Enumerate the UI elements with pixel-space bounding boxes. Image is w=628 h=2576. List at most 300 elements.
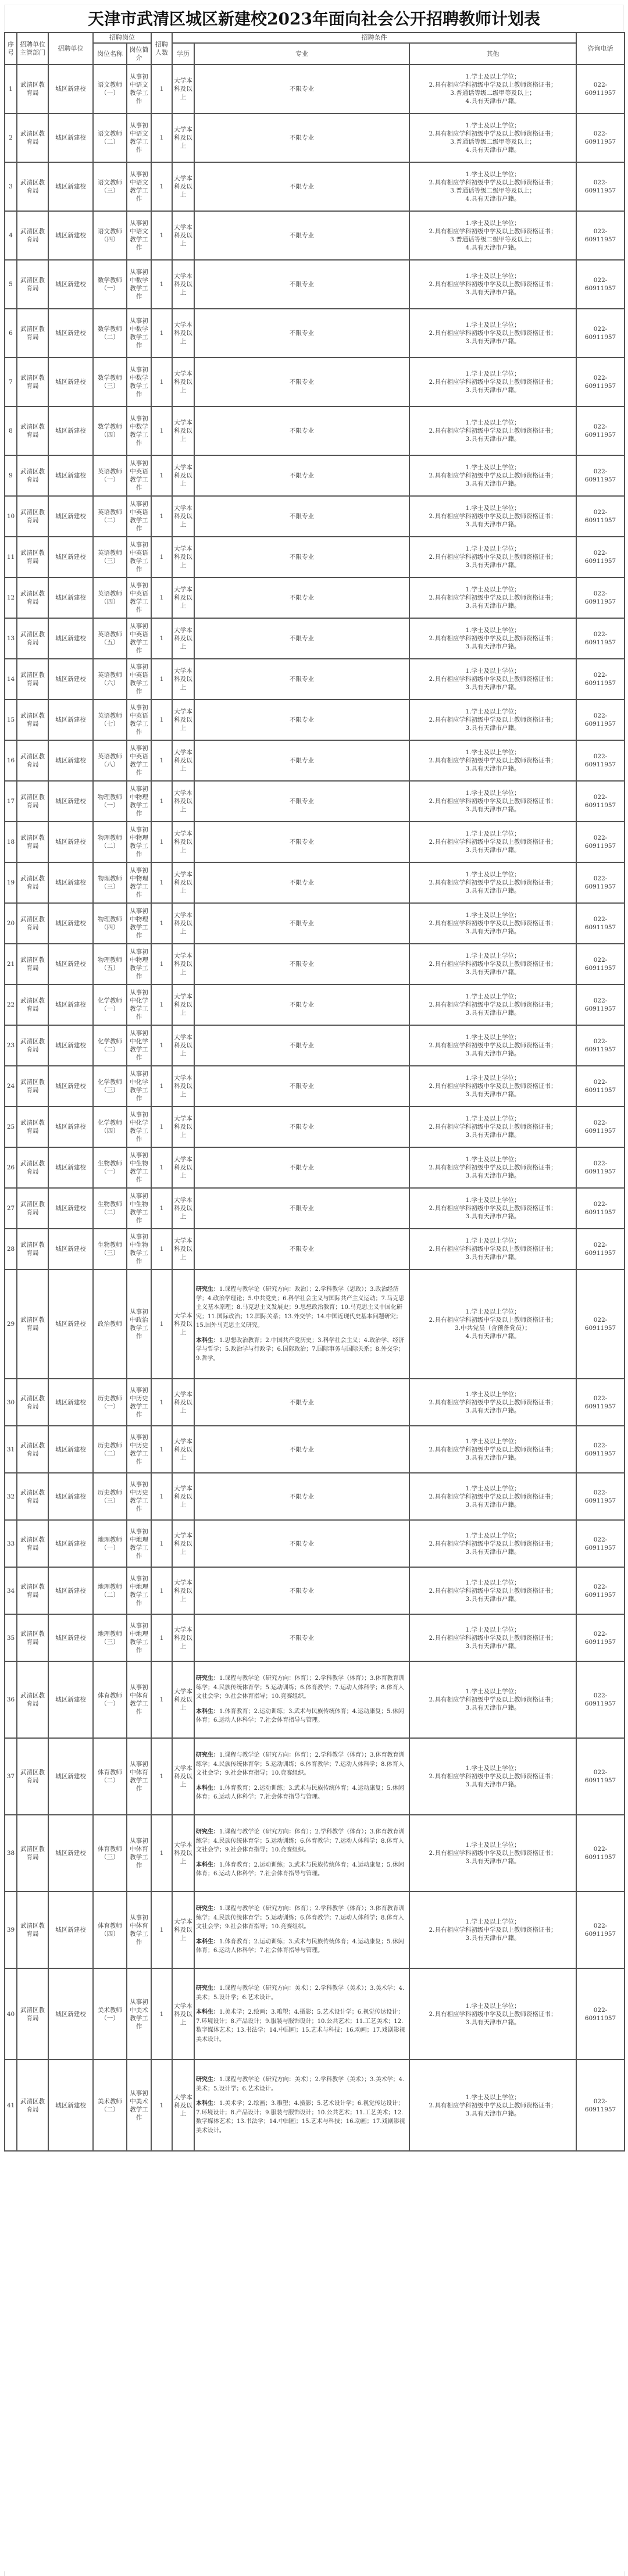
table-row <box>5 781 625 822</box>
row-seq: 5 <box>5 260 17 309</box>
requirement-line: 3.具有天津市户籍。 <box>465 436 520 443</box>
major-graduate-list: 1.课程与教学论（研究方向：政治）；2.学科教学（思政）；3.政治经济学；4.政治学理论；5.中共党史；6.科学社会主义与国际共产主义运动；7.马克思主义基本原理；8.马克思主义发展史；9.思想政治教育；10.马克思主义中国化研究；11.国际政治；12.国际关系；13.外交学；14.中国近现代史基本问题研究；15.国外马克思主义研究。 <box>196 1286 405 1329</box>
table-row <box>5 1066 625 1107</box>
row-other <box>409 260 576 309</box>
row-edu: 大学本科及以上 <box>172 1426 194 1473</box>
requirement-line: 2.具有相应学科初级中学及以上教师资格证书； <box>429 472 557 479</box>
table-row <box>5 1147 625 1188</box>
row-other <box>409 113 576 162</box>
row-seq: 11 <box>5 537 17 577</box>
requirement-line: 2.具有相应学科初级中学及以上教师资格证书； <box>429 1634 557 1642</box>
row-seq: 2 <box>5 113 17 162</box>
requirement-line: 3.具有天津市户籍。 <box>465 2110 520 2117</box>
row-major: 不限专业 <box>194 1567 409 1614</box>
table-row <box>5 1229 625 1269</box>
row-phone: 022-60911957 <box>576 65 625 113</box>
spacer <box>196 1701 408 1707</box>
row-edu: 大学本科及以上 <box>172 740 194 781</box>
requirement-line: 3.具有天津市户籍。 <box>465 969 520 976</box>
row-post-desc: 从事初中数学教学工作 <box>127 406 151 455</box>
row-post-desc: 从事初中数学教学工作 <box>127 309 151 358</box>
major-undergraduate-list: 1.体育教育；2.运动训练；3.武术与民族传统体育；4.运动康复；5.休闲体育；6.运动人体科学；7.社会体育指导与管理。 <box>196 1861 404 1878</box>
table-row <box>5 1107 625 1147</box>
requirement-line: 3.中共党员（含预备党员）； <box>455 1325 531 1332</box>
row-post-name: 语文教师（一） <box>93 65 127 113</box>
row-count: 1 <box>151 2060 172 2151</box>
row-edu: 大学本科及以上 <box>172 944 194 984</box>
row-seq: 18 <box>5 822 17 862</box>
row-count: 1 <box>151 1147 172 1188</box>
row-unit: 城区新建校 <box>48 618 93 659</box>
requirement-line: 1.学士及以上学位； <box>465 1308 520 1315</box>
row-unit: 城区新建校 <box>48 1107 93 1147</box>
requirement-line: 4.具有天津市户籍。 <box>465 147 520 154</box>
row-major: 不限专业 <box>194 740 409 781</box>
row-edu: 大学本科及以上 <box>172 1025 194 1066</box>
major-undergraduate-list: 1.美术学；2.绘画；3.雕塑；4.摄影；5.艺术设计学；6.视觉传达设计；7.环境设计；8.产品设计；9.服装与服饰设计；10.公共艺术；11.工艺美术；12.数字媒体艺术；13.书法学；14.中国画；15.艺术与科技；16.动画；17.戏剧影视美术设计。 <box>196 2100 405 2134</box>
row-post-name: 生物教师（一） <box>93 1147 127 1188</box>
table-row <box>5 1426 625 1473</box>
row-phone: 022-60911957 <box>576 2060 625 2151</box>
row-phone: 022-60911957 <box>576 537 625 577</box>
major-undergraduate-list: 1.体育教育；2.运动训练；3.武术与民族传统体育；4.运动康复；5.休闲体育；6.运动人体科学；7.社会体育指导与管理。 <box>196 1708 404 1724</box>
row-count: 1 <box>151 1188 172 1229</box>
row-seq: 33 <box>5 1520 17 1567</box>
page-title: 天津市武清区城区新建校2023年面向社会公开招聘教师计划表 <box>4 5 624 32</box>
row-count: 1 <box>151 1473 172 1520</box>
requirement-line: 1.学士及以上学位； <box>465 586 520 593</box>
row-unit: 城区新建校 <box>48 1426 93 1473</box>
row-unit: 城区新建校 <box>48 1892 93 1968</box>
row-unit: 城区新建校 <box>48 2060 93 2151</box>
row-other <box>409 162 576 211</box>
row-dept: 武清区教育局 <box>17 113 48 162</box>
header-edu: 学历 <box>172 43 194 65</box>
row-other <box>409 1188 576 1229</box>
major-undergraduate <box>196 2099 408 2135</box>
row-major: 不限专业 <box>194 1473 409 1520</box>
table-row <box>5 1188 625 1229</box>
row-seq: 32 <box>5 1473 17 1520</box>
major-undergraduate-label: 本科生： <box>196 1708 219 1715</box>
requirement-line: 1.学士及以上学位； <box>465 419 520 426</box>
major-graduate <box>196 1904 408 1932</box>
row-post-desc: 从事初中地理教学工作 <box>127 1614 151 1661</box>
requirement-line: 1.学士及以上学位； <box>465 830 520 837</box>
row-phone: 022-60911957 <box>576 1025 625 1066</box>
row-phone: 022-60911957 <box>576 1426 625 1473</box>
major-undergraduate-list: 1.美术学；2.绘画；3.雕塑；4.摄影；5.艺术设计学；6.视觉传达设计；7.环境设计；8.产品设计；9.服装与服饰设计；10.公共艺术；11.工艺美术；12.数字媒体艺术；13.书法学；14.中国画；15.艺术与科技；16.动画；17.戏剧影视美术设计。 <box>196 2009 405 2043</box>
table-row <box>5 113 625 162</box>
requirement-line: 1.学士及以上学位； <box>465 1237 520 1244</box>
requirement-line: 2.具有相应学科初级中学及以上教师资格证书； <box>429 1164 557 1171</box>
row-major: 不限专业 <box>194 577 409 618</box>
requirement-line: 3.普通话等级二级甲等及以上； <box>450 236 536 243</box>
row-post-desc: 从事初中体育教学工作 <box>127 1815 151 1892</box>
row-seq: 23 <box>5 1025 17 1066</box>
row-major: 不限专业 <box>194 1147 409 1188</box>
row-post-name: 英语教师（七） <box>93 700 127 740</box>
table-row <box>5 406 625 455</box>
row-seq: 12 <box>5 577 17 618</box>
header-phone: 咨询电话 <box>576 33 625 65</box>
row-count: 1 <box>151 1614 172 1661</box>
table-row <box>5 577 625 618</box>
row-phone: 022-60911957 <box>576 1968 625 2060</box>
row-seq: 14 <box>5 659 17 700</box>
major-graduate-label: 研究生： <box>196 1906 219 1913</box>
row-phone: 022-60911957 <box>576 577 625 618</box>
row-post-desc: 从事初中英语教学工作 <box>127 577 151 618</box>
requirement-line: 3.具有天津市户籍。 <box>465 1454 520 1461</box>
row-post-name: 美术教师（二） <box>93 2060 127 2151</box>
row-count: 1 <box>151 781 172 822</box>
row-unit: 城区新建校 <box>48 1269 93 1379</box>
row-unit: 城区新建校 <box>48 1567 93 1614</box>
row-dept: 武清区教育局 <box>17 1426 48 1473</box>
row-seq: 28 <box>5 1229 17 1269</box>
requirement-line: 3.具有天津市户籍。 <box>465 1254 520 1261</box>
requirement-line: 1.学士及以上学位； <box>465 73 520 80</box>
row-seq: 7 <box>5 358 17 406</box>
row-other <box>409 455 576 496</box>
major-undergraduate-label: 本科生： <box>196 1938 219 1945</box>
table-row <box>5 618 625 659</box>
row-seq: 9 <box>5 455 17 496</box>
row-edu: 大学本科及以上 <box>172 1269 194 1379</box>
row-edu: 大学本科及以上 <box>172 822 194 862</box>
row-other <box>409 1229 576 1269</box>
row-unit: 城区新建校 <box>48 1473 93 1520</box>
row-phone: 022-60911957 <box>576 740 625 781</box>
row-post-desc: 从事初中地理教学工作 <box>127 1520 151 1567</box>
row-dept: 武清区教育局 <box>17 1473 48 1520</box>
row-count: 1 <box>151 260 172 309</box>
header-conditions-group: 招聘条件 <box>172 33 576 43</box>
row-seq: 22 <box>5 984 17 1025</box>
requirement-line: 1.学士及以上学位； <box>465 993 520 1000</box>
row-post-desc: 从事初中美术教学工作 <box>127 1968 151 2060</box>
recruitment-plan-table <box>4 32 625 2152</box>
row-count: 1 <box>151 822 172 862</box>
row-dept: 武清区教育局 <box>17 903 48 944</box>
row-seq: 13 <box>5 618 17 659</box>
row-edu: 大学本科及以上 <box>172 1738 194 1815</box>
row-count: 1 <box>151 1661 172 1738</box>
requirement-line: 1.学士及以上学位； <box>465 668 520 675</box>
row-other <box>409 1614 576 1661</box>
row-phone: 022-60911957 <box>576 862 625 903</box>
row-count: 1 <box>151 1379 172 1426</box>
row-edu: 大学本科及以上 <box>172 65 194 113</box>
requirement-line: 1.学士及以上学位； <box>465 505 520 512</box>
row-post-name: 英语教师（六） <box>93 659 127 700</box>
row-unit: 城区新建校 <box>48 65 93 113</box>
row-count: 1 <box>151 1738 172 1815</box>
row-post-name: 体育教师（四） <box>93 1892 127 1968</box>
row-major <box>194 1661 409 1738</box>
row-major <box>194 1892 409 1968</box>
major-undergraduate <box>196 1938 408 1956</box>
row-edu: 大学本科及以上 <box>172 113 194 162</box>
row-seq: 16 <box>5 740 17 781</box>
row-post-name: 政治教师 <box>93 1269 127 1379</box>
row-dept: 武清区教育局 <box>17 659 48 700</box>
row-other <box>409 862 576 903</box>
row-post-name: 数学教师（二） <box>93 309 127 358</box>
requirement-line: 2.具有相应学科初级中学及以上教师资格证书； <box>429 330 557 337</box>
requirement-line: 2.具有相应学科初级中学及以上教师资格证书； <box>429 427 557 434</box>
row-edu: 大学本科及以上 <box>172 577 194 618</box>
row-post-desc: 从事初中历史教学工作 <box>127 1379 151 1426</box>
header-post-group: 招聘岗位 <box>93 33 151 43</box>
row-dept: 武清区教育局 <box>17 358 48 406</box>
row-post-name: 地理教师（二） <box>93 1567 127 1614</box>
row-count: 1 <box>151 309 172 358</box>
requirement-line: 4.具有天津市户籍。 <box>465 195 520 202</box>
row-edu: 大学本科及以上 <box>172 309 194 358</box>
row-other <box>409 1066 576 1107</box>
table-row <box>5 1567 625 1614</box>
row-phone: 022-60911957 <box>576 1520 625 1567</box>
major-undergraduate <box>196 1707 408 1725</box>
row-major <box>194 1738 409 1815</box>
requirement-line: 3.具有天津市户籍。 <box>465 1642 520 1650</box>
requirement-line: 2.具有相应学科初级中学及以上教师资格证书； <box>429 1001 557 1008</box>
major-undergraduate-list: 1.体育教育；2.运动训练；3.武术与民族传统体育；4.运动康复；5.休闲体育；6.运动人体科学；7.社会体育指导与管理。 <box>196 1938 404 1954</box>
row-post-desc: 从事初中化学教学工作 <box>127 1107 151 1147</box>
major-graduate-label: 研究生： <box>196 1286 219 1293</box>
row-edu: 大学本科及以上 <box>172 1147 194 1188</box>
requirement-line: 2.具有相应学科初级中学及以上教师资格证书； <box>429 2010 557 2018</box>
row-other <box>409 1426 576 1473</box>
requirement-line: 1.学士及以上学位； <box>465 1765 520 1772</box>
row-seq: 17 <box>5 781 17 822</box>
row-post-name: 物理教师（五） <box>93 944 127 984</box>
row-other <box>409 618 576 659</box>
row-seq: 38 <box>5 1815 17 1892</box>
header-unit: 招聘单位 <box>48 33 93 65</box>
row-edu: 大学本科及以上 <box>172 211 194 260</box>
row-edu: 大学本科及以上 <box>172 455 194 496</box>
row-unit: 城区新建校 <box>48 455 93 496</box>
row-post-name: 语文教师（二） <box>93 113 127 162</box>
requirement-line: 1.学士及以上学位； <box>465 952 520 959</box>
row-post-name: 英语教师（二） <box>93 496 127 537</box>
major-undergraduate <box>196 1861 408 1879</box>
row-dept: 武清区教育局 <box>17 1379 48 1426</box>
row-count: 1 <box>151 1107 172 1147</box>
row-post-desc: 从事初中语文教学工作 <box>127 65 151 113</box>
row-major: 不限专业 <box>194 1379 409 1426</box>
requirement-line: 3.具有天津市户籍。 <box>465 1009 520 1016</box>
row-count: 1 <box>151 1025 172 1066</box>
row-dept: 武清区教育局 <box>17 944 48 984</box>
row-major: 不限专业 <box>194 903 409 944</box>
row-seq: 3 <box>5 162 17 211</box>
row-edu: 大学本科及以上 <box>172 537 194 577</box>
row-major: 不限专业 <box>194 822 409 862</box>
row-seq: 27 <box>5 1188 17 1229</box>
row-other <box>409 1520 576 1567</box>
table-row <box>5 1269 625 1379</box>
row-edu: 大学本科及以上 <box>172 162 194 211</box>
row-edu: 大学本科及以上 <box>172 406 194 455</box>
requirement-line: 2.具有相应学科初级中学及以上教师资格证书； <box>429 1123 557 1130</box>
table-row <box>5 944 625 984</box>
row-post-name: 美术教师（一） <box>93 1968 127 2060</box>
row-phone: 022-60911957 <box>576 1188 625 1229</box>
requirement-line: 1.学士及以上学位； <box>465 1156 520 1163</box>
requirement-line: 1.学士及以上学位； <box>465 322 520 329</box>
row-post-name: 英语教师（四） <box>93 577 127 618</box>
row-major: 不限专业 <box>194 1066 409 1107</box>
row-unit: 城区新建校 <box>48 781 93 822</box>
requirement-line: 3.具有天津市户籍。 <box>465 928 520 935</box>
row-major: 不限专业 <box>194 260 409 309</box>
requirement-line: 2.具有相应学科初级中学及以上教师资格证书； <box>429 281 557 288</box>
requirement-line: 2.具有相应学科初级中学及以上教师资格证书； <box>429 1083 557 1090</box>
row-edu: 大学本科及以上 <box>172 1107 194 1147</box>
requirement-line: 2.具有相应学科初级中学及以上教师资格证书； <box>429 961 557 968</box>
row-other <box>409 1473 576 1520</box>
row-major <box>194 2060 409 2151</box>
row-post-desc: 从事初中物理教学工作 <box>127 822 151 862</box>
requirement-line: 4.具有天津市户籍。 <box>465 98 520 105</box>
major-graduate-label: 研究生： <box>196 1675 219 1682</box>
row-edu: 大学本科及以上 <box>172 1567 194 1614</box>
row-edu: 大学本科及以上 <box>172 903 194 944</box>
requirement-line: 3.普通话等级二级甲等及以上； <box>450 187 536 194</box>
requirement-line: 1.学士及以上学位； <box>465 220 520 227</box>
row-other <box>409 496 576 537</box>
row-edu: 大学本科及以上 <box>172 1815 194 1892</box>
requirement-line: 4.具有天津市户籍。 <box>465 1333 520 1340</box>
row-unit: 城区新建校 <box>48 740 93 781</box>
row-unit: 城区新建校 <box>48 862 93 903</box>
row-count: 1 <box>151 496 172 537</box>
row-phone: 022-60911957 <box>576 1229 625 1269</box>
major-graduate-list: 1.课程与教学论（研究方向：美术）；2.学科教学（美术）；3.美术学；4.美术；5.设计学；6.艺术设计。 <box>196 2077 405 2092</box>
row-seq: 8 <box>5 406 17 455</box>
requirement-line: 3.具有天津市户籍。 <box>465 1704 520 1711</box>
row-unit: 城区新建校 <box>48 700 93 740</box>
row-seq: 41 <box>5 2060 17 2151</box>
requirement-line: 2.具有相应学科初级中学及以上教师资格证书； <box>429 1587 557 1594</box>
row-post-name: 化学教师（二） <box>93 1025 127 1066</box>
requirement-line: 3.具有天津市户籍。 <box>465 387 520 394</box>
major-graduate-label: 研究生： <box>196 1985 219 1992</box>
row-major: 不限专业 <box>194 1520 409 1567</box>
table-row <box>5 358 625 406</box>
row-major: 不限专业 <box>194 309 409 358</box>
row-dept: 武清区教育局 <box>17 2060 48 2151</box>
row-unit: 城区新建校 <box>48 903 93 944</box>
row-dept: 武清区教育局 <box>17 1107 48 1147</box>
row-dept: 武清区教育局 <box>17 822 48 862</box>
row-other <box>409 700 576 740</box>
row-phone: 022-60911957 <box>576 309 625 358</box>
requirement-line: 1.学士及以上学位； <box>465 1437 520 1445</box>
requirement-line: 2.具有相应学科初级中学及以上教师资格证书； <box>429 1926 557 1933</box>
row-major: 不限专业 <box>194 406 409 455</box>
row-post-desc: 从事初中体育教学工作 <box>127 1892 151 1968</box>
row-seq: 37 <box>5 1738 17 1815</box>
row-other <box>409 1567 576 1614</box>
row-seq: 20 <box>5 903 17 944</box>
row-seq: 40 <box>5 1968 17 2060</box>
table-header <box>5 33 625 65</box>
row-count: 1 <box>151 537 172 577</box>
row-unit: 城区新建校 <box>48 984 93 1025</box>
row-post-desc: 从事初中语文教学工作 <box>127 211 151 260</box>
row-edu: 大学本科及以上 <box>172 260 194 309</box>
row-count: 1 <box>151 65 172 113</box>
requirement-line: 1.学士及以上学位； <box>465 1688 520 1695</box>
major-graduate <box>196 1285 408 1330</box>
row-major: 不限专业 <box>194 1614 409 1661</box>
row-count: 1 <box>151 984 172 1025</box>
table-row <box>5 537 625 577</box>
major-graduate-label: 研究生： <box>196 1752 219 1759</box>
row-phone: 022-60911957 <box>576 1815 625 1892</box>
row-post-name: 地理教师（一） <box>93 1520 127 1567</box>
major-undergraduate-label: 本科生： <box>196 1861 219 1868</box>
row-dept: 武清区教育局 <box>17 537 48 577</box>
row-other <box>409 1815 576 1892</box>
row-post-desc: 从事初中体育教学工作 <box>127 1661 151 1738</box>
row-post-name: 体育教师（三） <box>93 1815 127 1892</box>
row-unit: 城区新建校 <box>48 1147 93 1188</box>
requirement-line: 1.学士及以上学位； <box>465 1485 520 1492</box>
row-post-name: 化学教师（四） <box>93 1107 127 1147</box>
row-phone: 022-60911957 <box>576 618 625 659</box>
requirement-line: 1.学士及以上学位； <box>465 273 520 280</box>
row-post-desc: 从事初中生物教学工作 <box>127 1229 151 1269</box>
row-other <box>409 984 576 1025</box>
table-row <box>5 1025 625 1066</box>
requirement-line: 2.具有相应学科初级中学及以上教师资格证书； <box>429 1205 557 1212</box>
requirement-line: 2.具有相应学科初级中学及以上教师资格证书； <box>429 130 557 137</box>
row-dept: 武清区教育局 <box>17 1025 48 1066</box>
row-phone: 022-60911957 <box>576 1107 625 1147</box>
requirement-line: 3.具有天津市户籍。 <box>465 1050 520 1057</box>
requirement-line: 1.学士及以上学位； <box>465 1075 520 1082</box>
row-other <box>409 740 576 781</box>
row-edu: 大学本科及以上 <box>172 1520 194 1567</box>
row-post-desc: 从事初中英语教学工作 <box>127 740 151 781</box>
row-count: 1 <box>151 577 172 618</box>
table-row <box>5 984 625 1025</box>
requirement-line: 3.具有天津市户籍。 <box>465 2018 520 2026</box>
row-post-desc: 从事初中英语教学工作 <box>127 700 151 740</box>
table-row <box>5 211 625 260</box>
requirement-line: 3.具有天津市户籍。 <box>465 765 520 772</box>
row-unit: 城区新建校 <box>48 113 93 162</box>
row-dept: 武清区教育局 <box>17 1229 48 1269</box>
row-dept: 武清区教育局 <box>17 1661 48 1738</box>
requirement-line: 3.具有天津市户籍。 <box>465 338 520 345</box>
major-graduate <box>196 1984 408 2002</box>
row-post-desc: 从事初中体育教学工作 <box>127 1738 151 1815</box>
row-post-name: 物理教师（一） <box>93 781 127 822</box>
requirement-line: 1.学士及以上学位； <box>465 122 520 129</box>
requirement-line: 2.具有相应学科初级中学及以上教师资格证书； <box>429 1446 557 1453</box>
row-post-name: 英语教师（五） <box>93 618 127 659</box>
row-dept: 武清区教育局 <box>17 700 48 740</box>
row-dept: 武清区教育局 <box>17 862 48 903</box>
row-major <box>194 1269 409 1379</box>
